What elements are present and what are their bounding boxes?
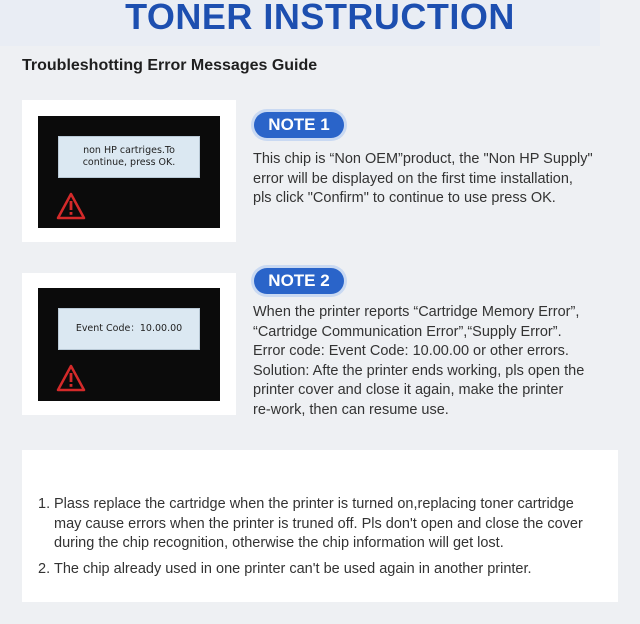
tips-list	[38, 495, 613, 585]
warning-triangle-icon	[56, 364, 86, 392]
note-1-line: This chip is “Non OEM”product, the "Non HP Supply"	[253, 151, 593, 167]
note-2-line: re-work, then can resume use.	[253, 401, 449, 418]
printer-display-1	[38, 116, 220, 228]
page-title: TONER INSTRUCTION	[125, 0, 515, 37]
tip-line: The chip already used in one printer can't be used again in another printer.	[54, 560, 532, 577]
error-screen-card-2	[22, 273, 236, 415]
note-2-badge: NOTE 2	[254, 268, 344, 294]
note-1-text	[253, 150, 623, 209]
printer-display-2	[38, 288, 220, 401]
tip-number: 2.	[38, 560, 51, 577]
tip-item	[38, 560, 613, 580]
lcd-message-2: Event Code：10.00.00	[58, 308, 200, 350]
note-1-badge: NOTE 1	[254, 112, 344, 138]
error-screen-card-1	[22, 100, 236, 242]
tip-line: Plass replace the cartridge when the printer is turned on,replacing toner cartridge	[54, 496, 574, 512]
lcd-message-1: non HP cartriges.To continue, press OK.	[58, 136, 200, 178]
tip-number: 1.	[38, 496, 51, 512]
tip-line: may cause errors when the printer is truned off. Pls don't open and close the cover	[54, 515, 583, 532]
note-2-line: When the printer reports “Cartridge Memory Error”,	[253, 304, 580, 320]
tips-card	[22, 450, 618, 602]
note-1-line: error will be displayed on the first time installation,	[253, 170, 573, 187]
note-1-line: pls click "Confirm" to continue to use press OK.	[253, 190, 556, 206]
section-heading: Troubleshotting Error Messages Guide	[22, 57, 318, 74]
note-2-line: “Cartridge Communication Error”,“Supply Error”.	[253, 323, 562, 340]
tip-line: during the chip recognition, otherwise the chip information will get lost.	[54, 535, 504, 551]
note-2-line: Error code: Event Code: 10.00.00 or other errors.	[253, 343, 569, 359]
note-2-text	[253, 303, 633, 420]
note-2-line: printer cover and close it again, make the printer	[253, 382, 564, 398]
tip-item	[38, 495, 613, 554]
warning-triangle-icon	[56, 192, 86, 220]
note-2-line: Solution: Afte the printer ends working, pls open the	[253, 362, 585, 379]
